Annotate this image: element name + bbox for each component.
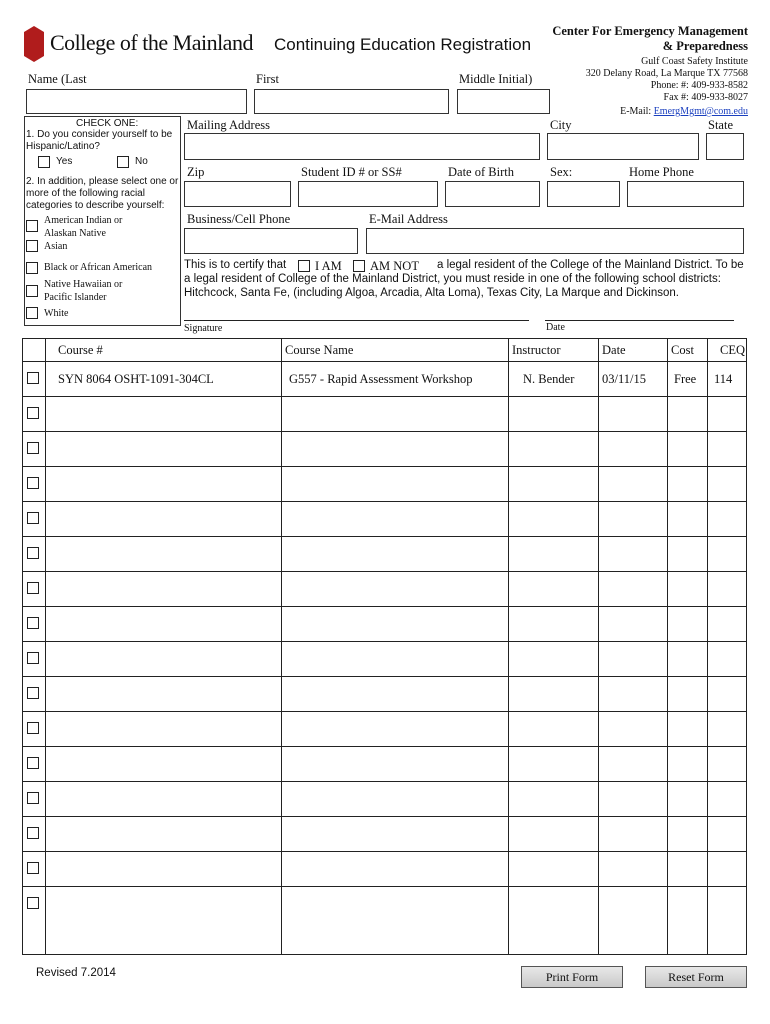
race-asian-label: Asian <box>44 241 68 252</box>
row-select-checkbox[interactable] <box>27 442 39 454</box>
last-name-input[interactable] <box>26 89 247 114</box>
row-select-checkbox[interactable] <box>27 827 39 839</box>
sex-label: Sex: <box>550 165 573 179</box>
table-row-divider <box>22 781 747 782</box>
signature-label: Signature <box>184 323 223 334</box>
table-row-divider <box>22 396 747 397</box>
org-email-label: E-Mail: <box>620 106 652 117</box>
table-row-divider <box>22 851 747 852</box>
race-black-checkbox[interactable] <box>26 262 38 274</box>
am-not-label: AM NOT <box>370 259 419 273</box>
date-line[interactable] <box>545 320 734 321</box>
revised-label: Revised 7.2014 <box>36 967 116 979</box>
table-cell[interactable]: 114 <box>714 372 733 386</box>
row-select-checkbox[interactable] <box>27 372 39 384</box>
city-input[interactable] <box>547 133 699 160</box>
city-label: City <box>550 118 572 132</box>
first-name-label: First <box>256 72 279 86</box>
certify-line3: Hitchcock, Santa Fe, (including Algoa, Arcadia, Alta Loma), Texas City, La Marque and Dickinson. <box>184 287 679 299</box>
row-select-checkbox[interactable] <box>27 652 39 664</box>
state-label: State <box>708 118 733 132</box>
am-not-checkbox[interactable] <box>353 260 365 272</box>
table-row-divider <box>22 571 747 572</box>
student-id-label: Student ID # or SS# <box>301 165 402 179</box>
race-american-indian-line1: American Indian or <box>44 215 123 226</box>
header-instructor: Instructor <box>512 343 561 357</box>
table-row-divider <box>22 746 747 747</box>
logo-text: College of the Mainland <box>50 30 253 55</box>
certify-line1: a legal resident of the College of the Mainland District. To be <box>437 259 744 271</box>
org-fax: Fax #: 409-933-8027 <box>663 92 748 103</box>
race-question-line3: categories to describe yourself: <box>26 200 165 211</box>
table-cell[interactable]: Free <box>674 372 697 386</box>
i-am-checkbox[interactable] <box>298 260 310 272</box>
org-email <box>620 106 748 117</box>
hispanic-question-line2: Hispanic/Latino? <box>26 141 100 152</box>
row-select-checkbox[interactable] <box>27 407 39 419</box>
certify-intro: This is to certify that <box>184 259 287 271</box>
email-input[interactable] <box>366 228 744 254</box>
org-email-link[interactable]: EmergMgmt@com.edu <box>653 106 748 117</box>
certify-line2: a legal resident of College of the Mainland District, you must reside in one of the following school districts: <box>184 273 721 285</box>
race-white-label: White <box>44 308 69 319</box>
table-row-divider <box>22 361 747 362</box>
race-asian-checkbox[interactable] <box>26 240 38 252</box>
race-american-indian-line2: Alaskan Native <box>44 228 106 239</box>
dob-input[interactable] <box>445 181 540 207</box>
state-input[interactable] <box>706 133 744 160</box>
table-cell[interactable]: SYN 8064 OSHT-1091-304CL <box>58 372 214 386</box>
table-row-divider <box>22 816 747 817</box>
race-native-hawaiian-line1: Native Hawaiian or <box>44 279 123 290</box>
race-question-line1: 2. In addition, please select one or <box>26 176 179 187</box>
header-course-number: Course # <box>58 343 103 357</box>
race-black-label: Black or African American <box>44 262 153 273</box>
mailing-address-input[interactable] <box>184 133 540 160</box>
student-id-input[interactable] <box>298 181 438 207</box>
home-phone-input[interactable] <box>627 181 744 207</box>
table-row-divider <box>22 536 747 537</box>
row-select-checkbox[interactable] <box>27 722 39 734</box>
dob-label: Date of Birth <box>448 165 514 179</box>
header-course-name: Course Name <box>285 343 354 357</box>
date-label: Date <box>546 322 565 333</box>
org-address: 320 Delany Road, La Marque TX 77568 <box>585 68 748 79</box>
business-phone-input[interactable] <box>184 228 358 254</box>
table-row-divider <box>22 501 747 502</box>
race-question-line2: more of the following racial <box>26 188 145 199</box>
print-form-button[interactable]: Print Form <box>521 966 623 988</box>
row-select-checkbox[interactable] <box>27 582 39 594</box>
table-cell[interactable]: 03/11/15 <box>602 372 646 386</box>
table-row-divider <box>22 641 747 642</box>
zip-label: Zip <box>187 165 205 179</box>
header-cost: Cost <box>671 343 694 357</box>
signature-line[interactable] <box>184 320 529 321</box>
race-native-hawaiian-line2: Pacific Islander <box>44 292 107 303</box>
org-phone: Phone: #: 409-933-8582 <box>650 80 748 91</box>
table-row-divider <box>22 886 747 887</box>
table-row-divider <box>22 606 747 607</box>
org-line1: Center For Emergency Management <box>552 24 748 38</box>
hispanic-no-label: No <box>135 156 148 167</box>
sex-input[interactable] <box>547 181 620 207</box>
row-select-checkbox[interactable] <box>27 897 39 909</box>
table-cell[interactable]: N. Bender <box>523 372 575 386</box>
logo-flag-icon <box>22 26 46 62</box>
table-row-divider <box>22 711 747 712</box>
last-name-label: Name (Last <box>28 72 87 86</box>
row-select-checkbox[interactable] <box>27 862 39 874</box>
org-line2: & Preparedness <box>662 39 748 53</box>
hispanic-no-checkbox[interactable] <box>117 156 129 168</box>
form-title: Continuing Education Registration <box>274 35 532 54</box>
row-select-checkbox[interactable] <box>27 617 39 629</box>
mailing-address-label: Mailing Address <box>187 118 270 132</box>
business-phone-label: Business/Cell Phone <box>187 212 291 226</box>
row-select-checkbox[interactable] <box>27 792 39 804</box>
table-row-divider <box>22 431 747 432</box>
org-sub: Gulf Coast Safety Institute <box>641 56 748 67</box>
zip-input[interactable] <box>184 181 291 207</box>
check-one-label: CHECK ONE: <box>76 118 139 129</box>
race-white-checkbox[interactable] <box>26 307 38 319</box>
row-select-checkbox[interactable] <box>27 547 39 559</box>
hispanic-yes-checkbox[interactable] <box>38 156 50 168</box>
row-select-checkbox[interactable] <box>27 757 39 769</box>
table-cell[interactable]: G557 - Rapid Assessment Workshop <box>289 372 473 386</box>
header-ceq: CEQ <box>720 343 745 357</box>
email-label: E-Mail Address <box>369 212 448 226</box>
middle-initial-input[interactable] <box>457 89 550 114</box>
i-am-label: I AM <box>315 259 342 273</box>
hispanic-yes-label: Yes <box>56 156 73 167</box>
first-name-input[interactable] <box>254 89 449 114</box>
race-american-indian-checkbox[interactable] <box>26 220 38 232</box>
middle-initial-label: Middle Initial) <box>459 72 533 86</box>
home-phone-label: Home Phone <box>629 165 694 179</box>
hispanic-question-line1: 1. Do you consider yourself to be <box>26 129 173 140</box>
race-native-hawaiian-checkbox[interactable] <box>26 285 38 297</box>
header-date: Date <box>602 343 626 357</box>
row-select-checkbox[interactable] <box>27 687 39 699</box>
row-select-checkbox[interactable] <box>27 477 39 489</box>
table-row-divider <box>22 676 747 677</box>
row-select-checkbox[interactable] <box>27 512 39 524</box>
reset-form-button[interactable]: Reset Form <box>645 966 747 988</box>
table-row-divider <box>22 466 747 467</box>
